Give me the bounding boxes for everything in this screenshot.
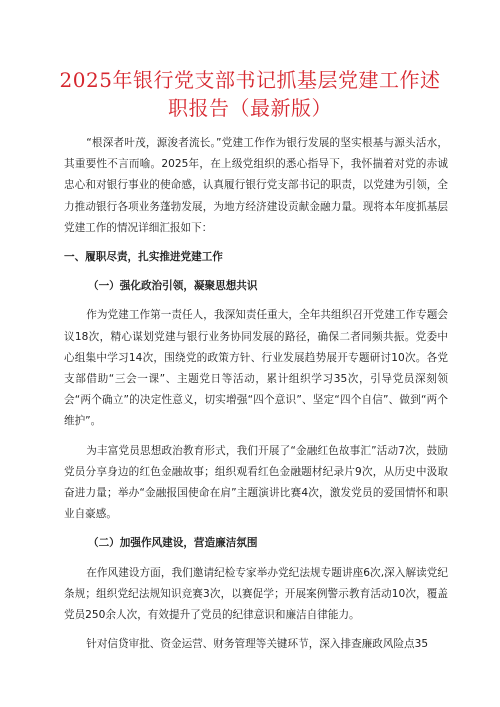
paragraph-4: 针对信贷审批、资金运营、财务管理等关键环节，深入排查廉政风险点35 [86,638,429,651]
paragraph-2: 为丰富党员思想政治教育形式，我们开展了“金融红色故事汇”活动7次，鼓励党员分享身边的红色金融故事；组织观看红色金融题材纪录片9次，从历史中汲取奋进力量；举办“金融报国使命在肩”主题演讲比赛4次，激发党员的爱国情怀和职业自豪感。 [64,444,448,521]
subsection-heading-1: （一）强化政治引领，凝聚思想共识 [88,280,258,293]
document-body [64,133,448,655]
intro-paragraph: “根深者叶茂，源浚者流长。”党建工作作为银行发展的坚实根基与源头活水，其重要性不言而喻。2025年，在上级党组织的悉心指导下，我怀揣着对党的赤诚忠心和对银行事业的使命感，认真履行银行党支部书记的职责，以党建为引领，全力推动银行各项业务蓬勃发展，为地方经济建设贡献金融力量。现将本年度抓基层党建工作的情况详细汇报如下： [64,137,448,234]
paragraph-1: 作为党建工作第一责任人，我深知责任重大，全年共组织召开党建工作专题会议18次，精心谋划党建与银行业务协同发展的路径，确保二者同频共振。党委中心组集中学习14次，围绕党的政策方针、行业发展趋势展开专题研讨10次。各党支部借助“三会一课”、主题党日等活动，累计组织学习35次，引导党员深刻领会“两个确立”的决定性意义，切实增强“四个意识”、坚定“四个自信”、做到“两个维护”。 [64,309,448,428]
subsection-heading-2: （二）加强作风建设，营造廉洁氛围 [88,537,258,550]
document-title-line1: 2025年银行党支部书记抓基层党建工作述 [59,68,441,92]
document-title-line2: 职报告（最新版） [168,96,332,120]
paragraph-3: 在作风建设方面，我们邀请纪检专家举办党纪法规专题讲座6次,深入解读党纪条规；组织党纪法规知识竞赛3次，以赛促学；开展案例警示教育活动10次，覆盖党员250余人次，有效提升了党员的纪律意识和廉洁自律能力。 [64,566,448,622]
section-heading-1: 一、履职尽责，扎实推进党建工作 [64,251,223,264]
